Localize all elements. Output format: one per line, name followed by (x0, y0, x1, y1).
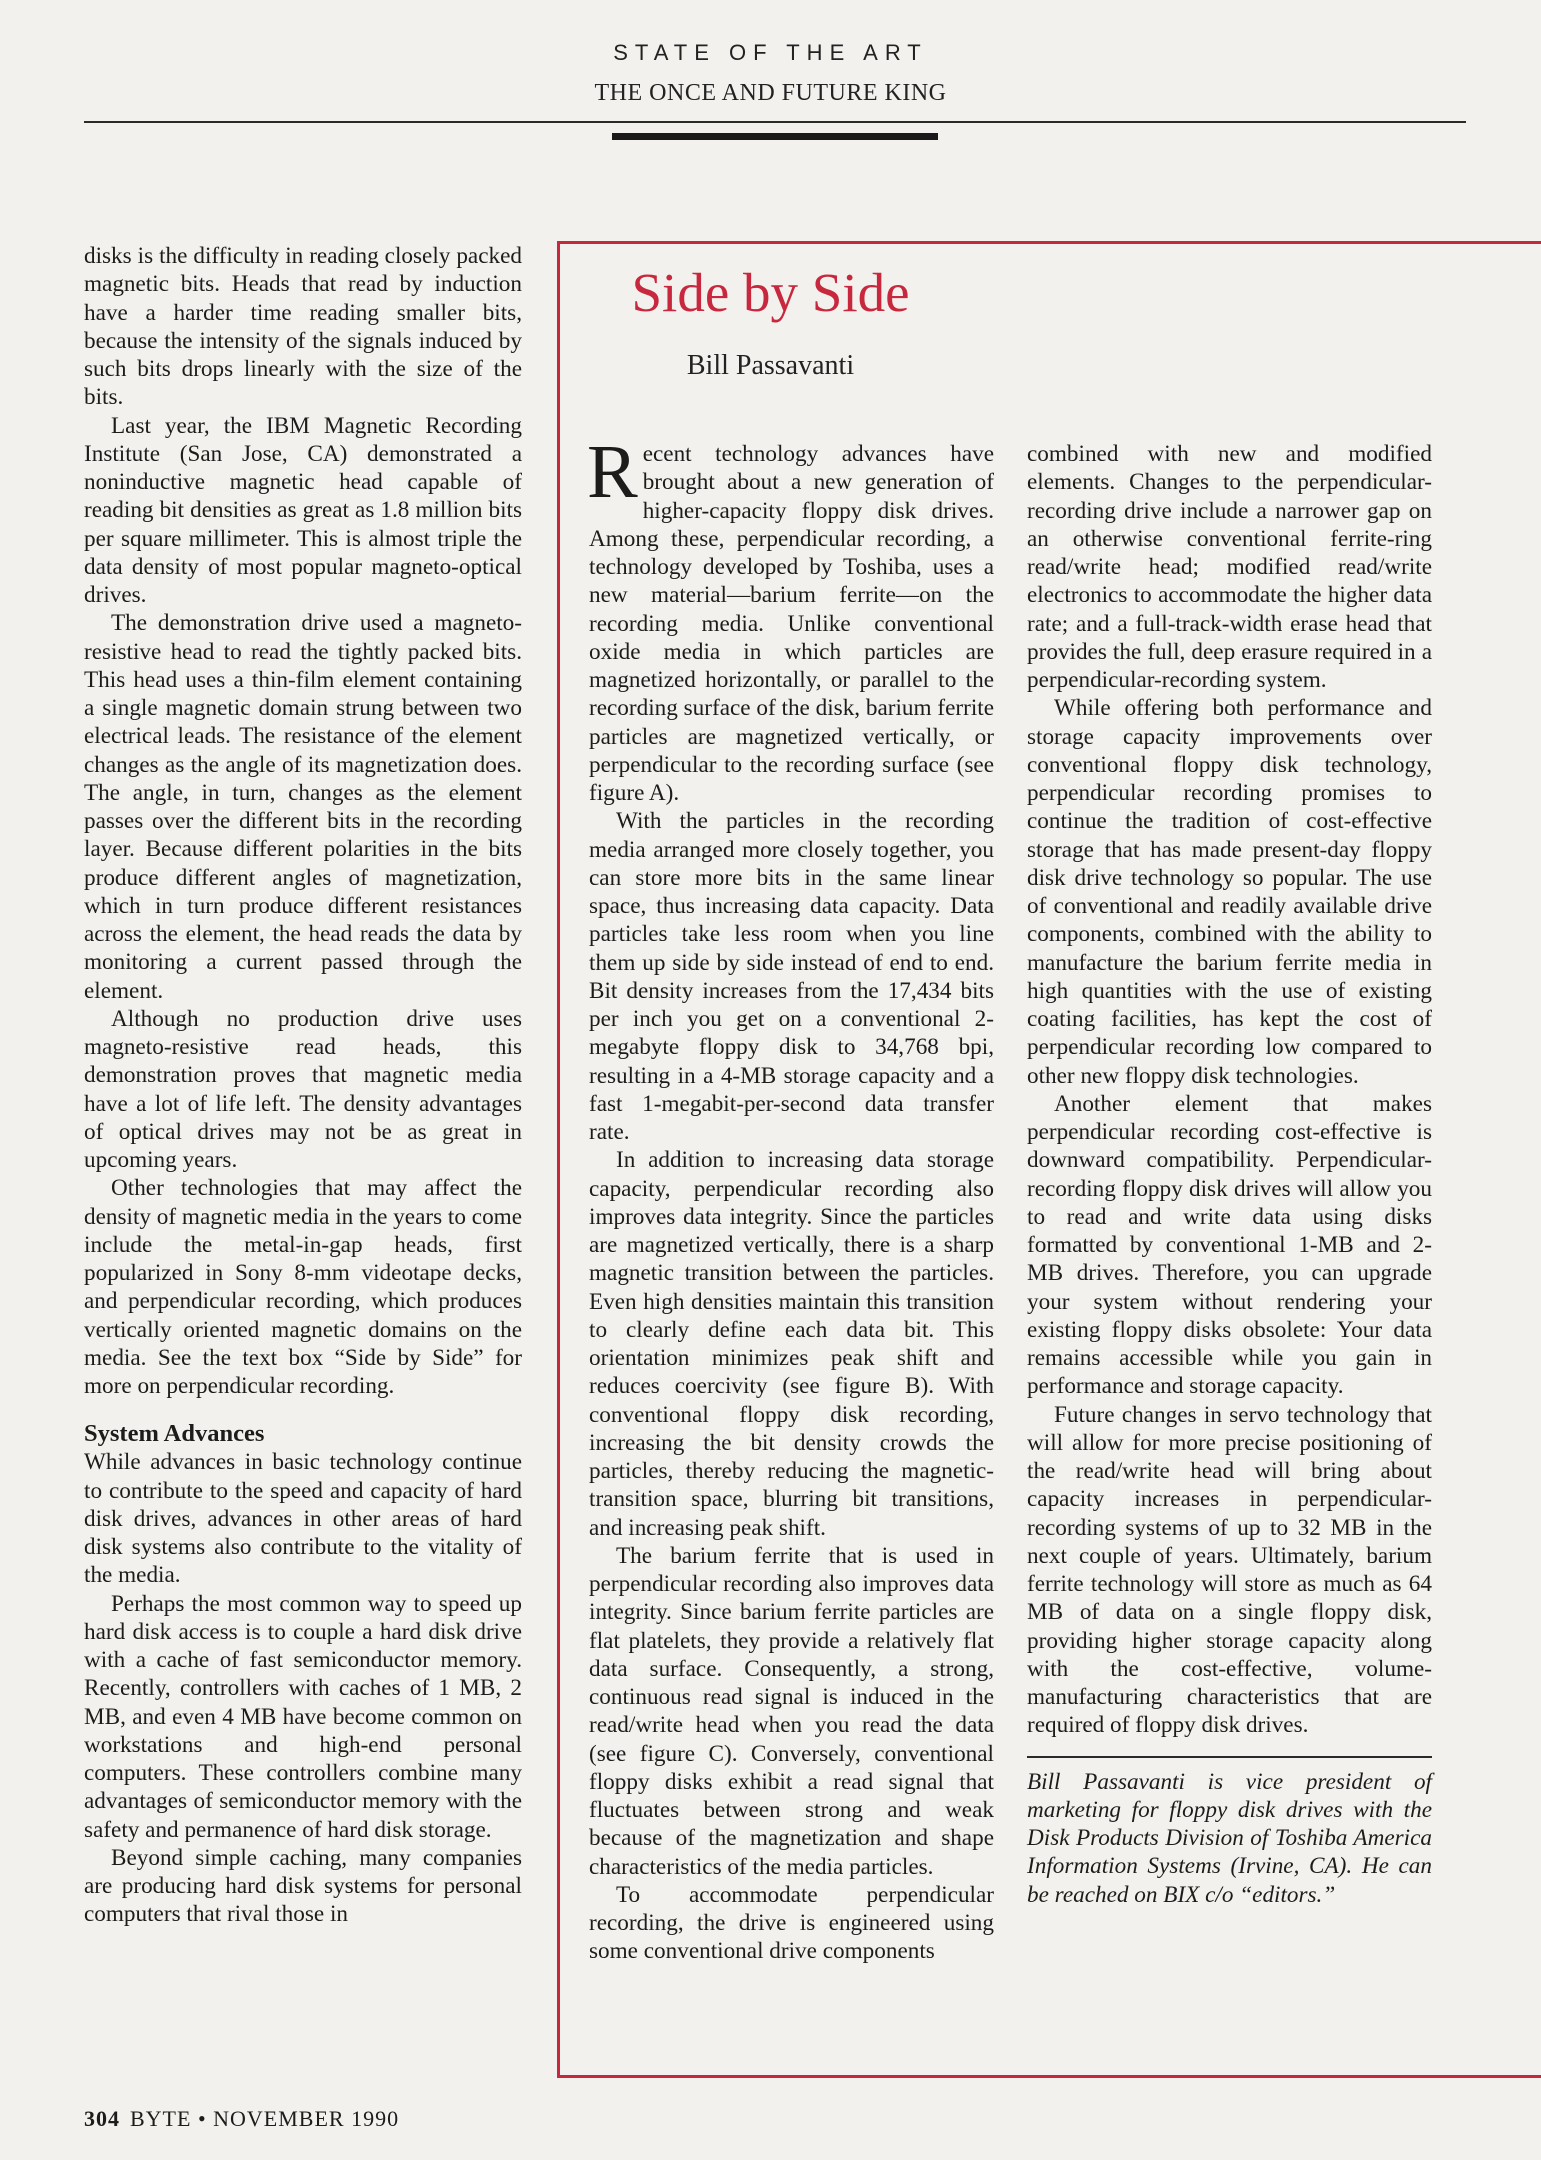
sidebar-paragraph: In addition to increasing data storage capacity, perpendicular recording also improves data integrity. Since the particles are magnetized vertically, there is a sharp magnetic transition between the particles. Even high densities maintain this transition to clearly define each data bit. This orientation minimizes peak shift and reduces coercivity (see figure B). With conventional floppy disk recording, increasing the bit density crowds the particles, thereby reducing the magnetic-transition space, blurring bit transitions, and increasing peak shift. (589, 1147, 994, 1541)
body-paragraph: Last year, the IBM Magnetic Recording Institute (San Jose, CA) demonstrated a noninductive magnetic head capable of reading bit densities as great as 1.8 million bits per square millimeter. This is almost triple the data density of most popular magneto-optical drives. (84, 412, 522, 608)
page-footer (84, 2106, 399, 2132)
body-paragraph: Beyond simple caching, many companies are producing hard disk systems for personal computers that rival those in (84, 1844, 522, 1928)
main-article-column (84, 242, 522, 1929)
sidebar-paragraph: combined with new and modified elements. Changes to the perpendicular-recording drive include a narrower gap on an otherwise conventional ferrite-ring read/write head; modified read/write electronics to accommodate the higher data rate; and a full-track-width erase head that provides the full, deep erasure required in a perpendicular-recording system. (1027, 441, 1432, 693)
bio-divider (1027, 1756, 1432, 1758)
sidebar-paragraph: The barium ferrite that is used in perpendicular recording also improves data integrity. Since barium ferrite particles are flat platelets, they provide a relatively flat data surface. Consequently, a strong, continuous read signal is induced in the read/write head when you read the data (see figure C). Conversely, conventional floppy disks exhibit a read signal that fluctuates between strong and weak because of the magnetization and shape characteristics of the media particles. (589, 1542, 994, 1880)
page-header (0, 40, 1541, 107)
body-paragraph: Perhaps the most common way to speed up hard disk access is to couple a hard disk drive with a cache of fast semiconductor memory. Recently, controllers with caches of 1 MB, 2 MB, and even 4 MB have become common on workstations and high-end personal computers. These controllers combine many advantages of semiconductor memory with the safety and permanence of hard disk storage. (84, 1590, 522, 1843)
drop-cap: R (587, 430, 638, 514)
sidebar-paragraph: Future changes in servo technology that will allow for more precise positioning of the read/write head will bring about capacity increases in perpendicular-recording systems of up to 32 MB in the next couple of years. Ultimately, barium ferrite technology will store as much as 64 MB of data on a single floppy disk, providing higher storage capacity along with the cost-effective, volume-manufacturing characteristics that are required of floppy disk drives. (1027, 1401, 1432, 1739)
page-number: 304 (84, 2106, 120, 2131)
sidebar-first-paragraph: ecent technology advances have brought about a new generation of higher-capacity floppy disk drives. Among these, perpendicular recording, a technology developed by Toshiba, uses a new material—barium ferrite—on the recording media. Unlike conventional oxide media in which particles are magnetized horizontally, or parallel to the recording surface of the disk, barium ferrite particles are magnetized vertically, or perpendicular to the recording surface (see figure A). (589, 441, 994, 806)
sidebar-paragraph: To accommodate perpendicular recording, the drive is engineered using some conventional drive components (589, 1881, 994, 1965)
body-paragraph: disks is the difficulty in reading closely packed magnetic bits. Heads that read by induction have a harder time reading smaller bits, because the intensity of the signals induced by such bits drops linearly with the size of the bits. (84, 243, 522, 411)
sidebar-author: Bill Passavanti (686, 350, 855, 381)
sidebar-column-2 (1027, 440, 1432, 1909)
sidebar-column-1 (587, 430, 994, 1966)
sidebar-paragraph: While offering both performance and storage capacity improvements over conventional floppy disk technology, perpendicular recording promises to continue the tradition of cost-effective storage that has made present-day floppy disk drive technology so popular. The use of conventional and readily available drive components, combined with the ability to manufacture the barium ferrite media in high quantities with the use of existing coating facilities, has kept the cost of perpendicular recording low compared to other new floppy disk technologies. (1027, 695, 1432, 1089)
running-article-title: THE ONCE AND FUTURE KING (594, 80, 947, 106)
body-paragraph: Other technologies that may affect the density of magnetic media in the years to come include the metal-in-gap heads, first popularized in Sony 8-mm videotape decks, and perpendicular recording, which produces vertically oriented magnetic domains on the media. See the text box “Side by Side” for more on perpendicular recording. (84, 1175, 522, 1399)
publication-info: BYTE • NOVEMBER 1990 (130, 2106, 400, 2131)
section-label: STATE OF THE ART (613, 40, 928, 65)
body-paragraph: While advances in basic technology continue to contribute to the speed and capacity of hard disk drives, advances in other areas of hard disk systems also contribute to the vitality of the media. (84, 1449, 522, 1589)
header-rule (84, 121, 1466, 123)
body-paragraph: Although no production drive uses magneto-resistive read heads, this demonstration proves that magnetic media have a lot of life left. The density advantages of optical drives may not be as great in upcoming years. (84, 1005, 522, 1173)
sidebar-title: Side by Side (631, 262, 910, 323)
body-paragraph: The demonstration drive used a magneto-resistive head to read the tightly packed bits. This head uses a thin-film element containing a single magnetic domain strung between two electrical leads. The resistance of the element changes as the angle of its magnetization does. The angle, in turn, changes as the element passes over the different bits in the recording layer. Because different polarities in the bits produce different angles of magnetization, which in turn produce different resistances across the element, the head reads the data by monitoring a current passed through the element. (84, 610, 522, 1004)
sidebar-paragraph: With the particles in the recording media arranged more closely together, you can store more bits in the same linear space, thus increasing data capacity. Data particles take less room when you line them up side by side instead of end to end. Bit density increases from the 17,434 bits per inch you get on a conventional 2-megabyte floppy disk to 34,768 bpi, resulting in a 4-MB storage capacity and a fast 1-megabit-per-second data transfer rate. (589, 808, 994, 1145)
sidebar-paragraph: Another element that makes perpendicular recording cost-effective is downward compatibility. Perpendicular-recording floppy disk drives will allow you to read and write data using disks formatted by conventional 1-MB and 2-MB drives. Therefore, you can upgrade your system without rendering your existing floppy disks obsolete: Your data remains accessible while you gain in performance and storage capacity. (1027, 1090, 1432, 1400)
header-accent-bar (612, 133, 938, 140)
section-subhead: System Advances (84, 1420, 265, 1448)
sidebar-paragraph (587, 430, 994, 807)
author-bio: Bill Passavanti is vice president of marketing for floppy disk drives with the Disk Products Division of Toshiba America Information Systems (Irvine, CA). He can be reached on BIX c/o “editors.” (1027, 1768, 1432, 1908)
